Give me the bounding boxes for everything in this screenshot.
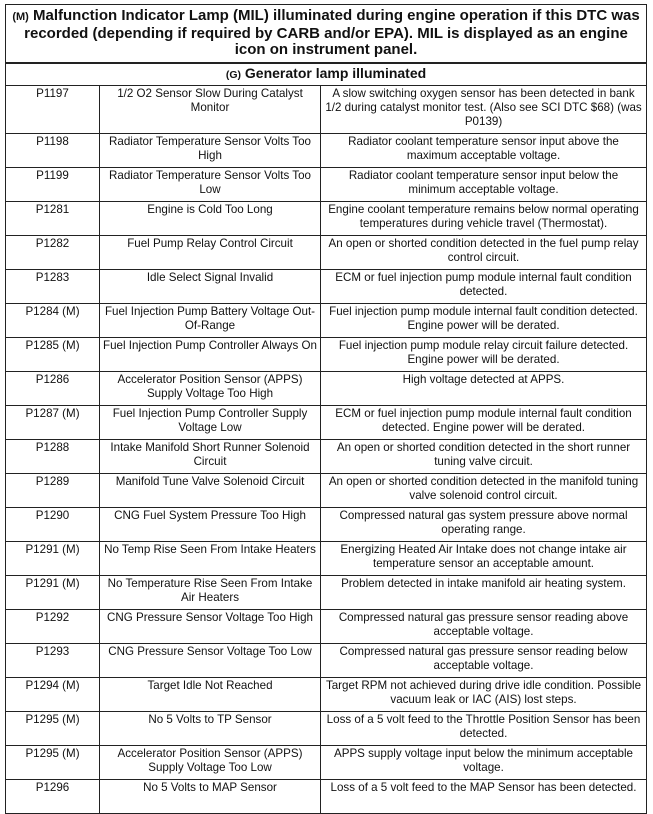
dtc-code: P1281 — [6, 201, 100, 235]
dtc-table — [5, 4, 647, 814]
dtc-condition: An open or shorted condition detected in the fuel pump relay control circuit. — [321, 235, 647, 269]
mil-legend — [6, 5, 647, 63]
generator-legend-row — [6, 63, 647, 86]
dtc-description: Accelerator Position Sensor (APPS) Supply Voltage Too Low — [100, 745, 321, 779]
dtc-description: No Temperature Rise Seen From Intake Air Heaters — [100, 575, 321, 609]
dtc-description: No 5 Volts to TP Sensor — [100, 711, 321, 745]
table-row — [6, 269, 647, 303]
dtc-code: P1197 — [6, 85, 100, 133]
dtc-condition: Problem detected in intake manifold air heating system. — [321, 575, 647, 609]
table-row — [6, 643, 647, 677]
table-row — [6, 85, 647, 133]
table-row — [6, 609, 647, 643]
dtc-code: P1295 (M) — [6, 745, 100, 779]
table-row — [6, 167, 647, 201]
dtc-code: P1289 — [6, 473, 100, 507]
dtc-condition: Target RPM not achieved during drive idle condition. Possible vacuum leak or IAC (AIS) lost steps. — [321, 677, 647, 711]
dtc-description: Accelerator Position Sensor (APPS) Supply Voltage Too High — [100, 371, 321, 405]
dtc-description: Radiator Temperature Sensor Volts Too Low — [100, 167, 321, 201]
table-row — [6, 779, 647, 813]
dtc-code: P1292 — [6, 609, 100, 643]
table-row — [6, 473, 647, 507]
table-row — [6, 745, 647, 779]
table-row — [6, 337, 647, 371]
dtc-code: P1293 — [6, 643, 100, 677]
table-row — [6, 133, 647, 167]
dtc-condition: Loss of a 5 volt feed to the Throttle Position Sensor has been detected. — [321, 711, 647, 745]
dtc-condition: ECM or fuel injection pump module internal fault condition detected. — [321, 269, 647, 303]
table-row — [6, 541, 647, 575]
dtc-condition: Energizing Heated Air Intake does not change intake air temperature sensor an acceptable amount. — [321, 541, 647, 575]
dtc-code: P1290 — [6, 507, 100, 541]
dtc-description: Fuel Pump Relay Control Circuit — [100, 235, 321, 269]
dtc-condition: Radiator coolant temperature sensor input above the maximum acceptable voltage. — [321, 133, 647, 167]
table-row — [6, 575, 647, 609]
dtc-description: CNG Pressure Sensor Voltage Too High — [100, 609, 321, 643]
dtc-condition: Compressed natural gas pressure sensor reading below acceptable voltage. — [321, 643, 647, 677]
dtc-condition: APPS supply voltage input below the minimum acceptable voltage. — [321, 745, 647, 779]
dtc-condition: Compressed natural gas system pressure above normal operating range. — [321, 507, 647, 541]
dtc-description: CNG Pressure Sensor Voltage Too Low — [100, 643, 321, 677]
dtc-condition: A slow switching oxygen sensor has been detected in bank 1/2 during catalyst monitor test. (Also see SCI DTC $68) (was P0139) — [321, 85, 647, 133]
dtc-code: P1284 (M) — [6, 303, 100, 337]
table-row — [6, 677, 647, 711]
generator-legend-text: Generator lamp illuminated — [244, 64, 427, 81]
generator-legend — [6, 63, 647, 86]
dtc-description: Intake Manifold Short Runner Solenoid Circuit — [100, 439, 321, 473]
dtc-code: P1296 — [6, 779, 100, 813]
table-row — [6, 507, 647, 541]
dtc-code: P1294 (M) — [6, 677, 100, 711]
dtc-description: Radiator Temperature Sensor Volts Too High — [100, 133, 321, 167]
dtc-sheet — [5, 4, 646, 814]
dtc-code: P1288 — [6, 439, 100, 473]
generator-legend-tag: (G) — [225, 68, 242, 81]
mil-legend-text: Malfunction Indicator Lamp (MIL) illuminated during engine operation if this DTC was recorded (depending if required by CARB and/or EPA). MIL is displayed as an engine icon on instrument panel. — [24, 7, 640, 58]
dtc-code: P1295 (M) — [6, 711, 100, 745]
dtc-description: No 5 Volts to MAP Sensor — [100, 779, 321, 813]
dtc-description: 1/2 O2 Sensor Slow During Catalyst Monitor — [100, 85, 321, 133]
dtc-condition: Fuel injection pump module internal fault condition detected. Engine power will be derated. — [321, 303, 647, 337]
dtc-code: P1287 (M) — [6, 405, 100, 439]
dtc-condition: High voltage detected at APPS. — [321, 371, 647, 405]
dtc-description: Target Idle Not Reached — [100, 677, 321, 711]
dtc-condition: Radiator coolant temperature sensor input below the minimum acceptable voltage. — [321, 167, 647, 201]
dtc-condition: ECM or fuel injection pump module internal fault condition detected. Engine power will be derated. — [321, 405, 647, 439]
dtc-condition: Loss of a 5 volt feed to the MAP Sensor has been detected. — [321, 779, 647, 813]
dtc-code: P1291 (M) — [6, 575, 100, 609]
dtc-condition: An open or shorted condition detected in the manifold tuning valve solenoid control circuit. — [321, 473, 647, 507]
dtc-description: Idle Select Signal Invalid — [100, 269, 321, 303]
dtc-condition: Fuel injection pump module relay circuit failure detected. Engine power will be derated. — [321, 337, 647, 371]
dtc-description: Fuel Injection Pump Controller Supply Voltage Low — [100, 405, 321, 439]
dtc-code: P1283 — [6, 269, 100, 303]
dtc-code: P1291 (M) — [6, 541, 100, 575]
dtc-description: No Temp Rise Seen From Intake Heaters — [100, 541, 321, 575]
dtc-condition: Compressed natural gas pressure sensor reading above acceptable voltage. — [321, 609, 647, 643]
table-row — [6, 303, 647, 337]
dtc-code: P1199 — [6, 167, 100, 201]
dtc-code: P1282 — [6, 235, 100, 269]
table-row — [6, 439, 647, 473]
dtc-condition: An open or shorted condition detected in the short runner tuning valve circuit. — [321, 439, 647, 473]
table-row — [6, 201, 647, 235]
dtc-description: Engine is Cold Too Long — [100, 201, 321, 235]
table-row — [6, 711, 647, 745]
dtc-code: P1198 — [6, 133, 100, 167]
table-row — [6, 371, 647, 405]
mil-legend-row — [6, 5, 647, 63]
dtc-condition: Engine coolant temperature remains below normal operating temperatures during vehicle travel (Thermostat). — [321, 201, 647, 235]
dtc-description: Fuel Injection Pump Controller Always On — [100, 337, 321, 371]
dtc-code: P1285 (M) — [6, 337, 100, 371]
dtc-description: Fuel Injection Pump Battery Voltage Out-Of-Range — [100, 303, 321, 337]
table-row — [6, 405, 647, 439]
dtc-description: CNG Fuel System Pressure Too High — [100, 507, 321, 541]
table-row — [6, 235, 647, 269]
mil-legend-tag: (M) — [12, 11, 29, 23]
dtc-code: P1286 — [6, 371, 100, 405]
dtc-description: Manifold Tune Valve Solenoid Circuit — [100, 473, 321, 507]
